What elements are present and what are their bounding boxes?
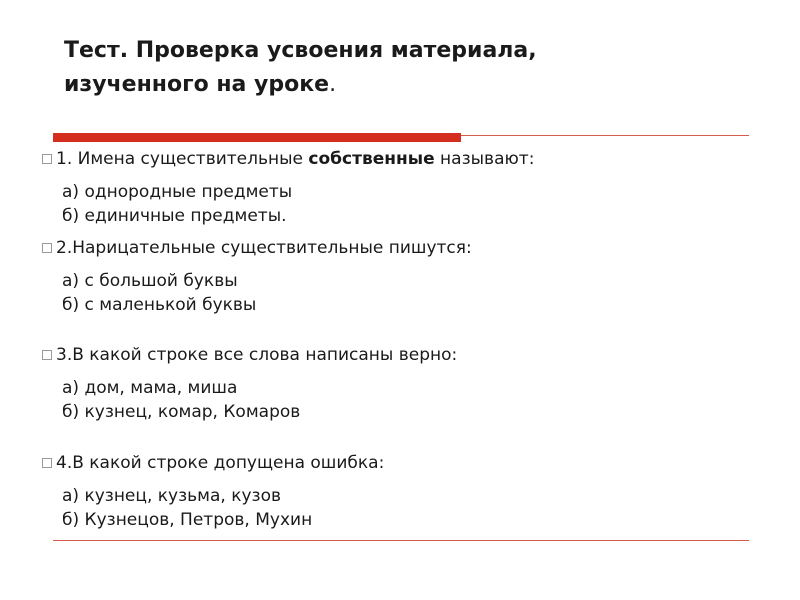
answer-option: б) кузнец, комар, Комаров bbox=[62, 402, 301, 422]
square-bullet-icon bbox=[42, 243, 52, 253]
question-1 bbox=[38, 148, 758, 228]
question-2-text bbox=[38, 237, 758, 259]
title-line-2 bbox=[64, 68, 744, 102]
question-1-text-end: называют: bbox=[434, 149, 535, 169]
question-4-text-start: 4.В какой строке допущена ошибка: bbox=[56, 453, 385, 473]
answer-option: б) единичные предметы. bbox=[62, 206, 287, 226]
question-4-answers bbox=[62, 484, 758, 532]
square-bullet-icon bbox=[42, 154, 52, 164]
question-4 bbox=[38, 452, 758, 532]
question-2 bbox=[38, 237, 758, 317]
title-line-1: Тест. Проверка усвоения материала, bbox=[64, 38, 537, 63]
question-1-text bbox=[38, 148, 758, 170]
title-line-2-text: изученного на уроке bbox=[64, 72, 330, 97]
question-2-answers bbox=[62, 269, 758, 317]
question-2-text-start: 2.Нарицательные существительные пишутся: bbox=[56, 238, 472, 258]
bottom-divider-line bbox=[53, 540, 749, 541]
question-1-text-start: 1. Имена существительные bbox=[56, 149, 309, 169]
title-period: . bbox=[329, 72, 337, 97]
question-1-emphasis: собственные bbox=[308, 149, 435, 169]
answer-option: б) с маленькой буквы bbox=[62, 295, 257, 315]
answer-option: а) с большой буквы bbox=[62, 271, 238, 291]
slide-title bbox=[64, 34, 744, 102]
title-accent-bar bbox=[53, 133, 461, 142]
question-1-answers bbox=[62, 180, 758, 228]
answer-option: б) Кузнецов, Петров, Мухин bbox=[62, 510, 313, 530]
question-3 bbox=[38, 344, 758, 424]
question-3-answers bbox=[62, 376, 758, 424]
square-bullet-icon bbox=[42, 458, 52, 468]
question-3-text-start: 3.В какой строке все слова написаны верно: bbox=[56, 345, 458, 365]
answer-option: а) однородные предметы bbox=[62, 182, 293, 202]
answer-option: а) дом, мама, миша bbox=[62, 378, 238, 398]
answer-option: а) кузнец, кузьма, кузов bbox=[62, 486, 281, 506]
square-bullet-icon bbox=[42, 350, 52, 360]
question-3-text bbox=[38, 344, 758, 366]
question-4-text bbox=[38, 452, 758, 474]
